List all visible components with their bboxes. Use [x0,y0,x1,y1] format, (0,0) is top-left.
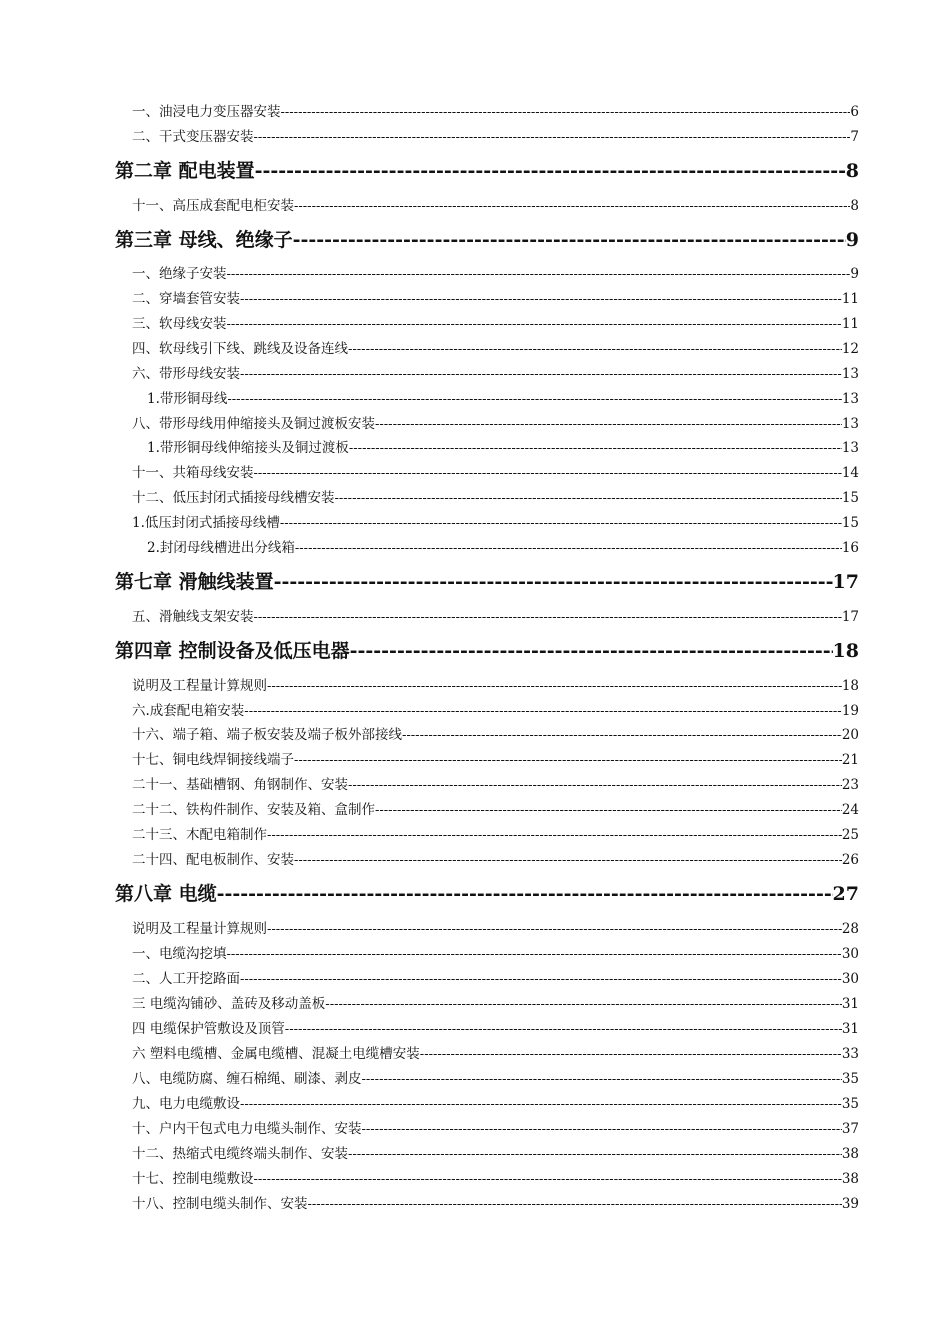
toc-page-number: 31 [841,996,859,1012]
toc-entry[interactable] [132,920,859,939]
toc-entry-title: 十八、控制电缆头制作、安装 [132,1196,308,1212]
toc-entry-title: 二十二、铁构件制作、安装及箱、盒制作 [132,802,375,818]
toc-entry-title: 2.封闭母线槽进出分线箱 [147,540,295,556]
toc-entry[interactable] [132,290,859,309]
toc-entry[interactable] [132,265,859,284]
toc-entry[interactable] [132,489,859,508]
toc-dot-leader [362,1121,842,1139]
toc-entry[interactable] [132,1145,859,1164]
toc-entry-title: 一、电缆沟挖填 [132,946,227,962]
toc-dot-leader [350,639,833,663]
toc-page-number: 8 [850,198,859,214]
toc-entry-title: 十一、共箱母线安装 [132,465,254,481]
toc-entry-title: 二十四、配电板制作、安装 [132,852,294,868]
toc-entry[interactable] [132,103,859,122]
toc-page-number: 21 [841,752,859,768]
toc-page-number: 9 [845,229,859,251]
toc-chapter-heading[interactable] [115,882,859,906]
toc-page-number: 24 [841,802,859,818]
toc-entry-title: 一、油浸电力变压器安装 [132,104,281,120]
toc-entry-title: 第七章 滑触线装置 [115,571,274,593]
toc-entry-title: 五、滑触线支架安装 [132,609,254,625]
toc-page-number: 16 [841,540,859,556]
toc-dot-leader [227,946,842,964]
toc-entry[interactable] [132,1170,859,1189]
toc-entry[interactable] [132,365,859,384]
toc-page-number: 31 [841,1021,859,1037]
toc-entry[interactable] [132,1070,859,1089]
toc-page-number: 11 [841,291,859,307]
toc-page-number: 9 [850,266,859,282]
toc-dot-leader [349,440,842,458]
toc-dot-leader [335,490,842,508]
toc-entry[interactable] [132,702,859,721]
toc-page-number: 18 [841,678,859,694]
toc-page-number: 30 [841,971,859,987]
toc-entry-title: 第四章 控制设备及低压电器 [115,640,350,662]
toc-dot-leader [240,1096,842,1114]
toc-dot-leader [240,971,842,989]
toc-page-number: 7 [850,129,859,145]
toc-entry[interactable] [132,1020,859,1039]
toc-entry[interactable] [147,390,859,409]
toc-dot-leader [254,1171,842,1189]
toc-entry[interactable] [132,851,859,870]
toc-entry[interactable] [132,945,859,964]
toc-entry[interactable] [132,801,859,820]
toc-entry-title: 十七、铜电线焊铜接线端子 [132,752,294,768]
toc-page-number: 8 [845,160,859,182]
toc-page-number: 33 [841,1046,859,1062]
toc-entry[interactable] [132,1095,859,1114]
toc-page-number: 25 [841,827,859,843]
toc-entry-title: 四、软母线引下线、跳线及设备连线 [132,341,348,357]
toc-entry-title: 十二、热缩式电缆终端头制作、安装 [132,1146,348,1162]
toc-dot-leader [244,703,842,721]
toc-page-number: 35 [841,1096,859,1112]
toc-entry[interactable] [132,415,859,434]
toc-page-number: 27 [832,883,859,905]
toc-entry[interactable] [132,128,859,147]
toc-entry[interactable] [132,826,859,845]
toc-dot-leader [227,316,842,334]
toc-page-number: 11 [841,316,859,332]
toc-dot-leader [348,777,842,795]
toc-chapter-heading[interactable] [115,159,859,183]
toc-entry-title: 说明及工程量计算规则 [132,678,267,694]
toc-entry[interactable] [132,608,859,627]
toc-entry-title: 十一、高压成套配电柜安装 [132,198,294,214]
toc-dot-leader [348,341,842,359]
toc-dot-leader [217,882,833,906]
toc-page-number: 17 [832,571,859,593]
toc-page-number: 19 [841,703,859,719]
toc-entry[interactable] [132,751,859,770]
toc-page-number: 20 [841,727,859,743]
toc-dot-leader [255,159,846,183]
toc-entry-title: 第三章 母线、绝缘子 [115,229,293,251]
toc-dot-leader [362,1071,842,1089]
toc-dot-leader [267,921,842,939]
toc-entry[interactable] [132,464,859,483]
toc-chapter-heading[interactable] [115,570,859,594]
toc-dot-leader [294,752,842,770]
toc-dot-leader [280,515,842,533]
toc-dot-leader [281,104,851,122]
toc-dot-leader [375,802,842,820]
toc-entry[interactable] [132,340,859,359]
toc-entry[interactable] [132,726,859,745]
toc-dot-leader [254,129,851,147]
toc-entry-title: 三 电缆沟铺砂、盖砖及移动盖板 [132,996,326,1012]
toc-entry-title: 十、户内干包式电力电缆头制作、安装 [132,1121,362,1137]
toc-page-number: 15 [841,515,859,531]
toc-entry[interactable] [132,677,859,696]
toc-entry-title: 说明及工程量计算规则 [132,921,267,937]
toc-entry[interactable] [132,197,859,216]
toc-entry-title: 二、穿墙套管安装 [132,291,240,307]
toc-entry-title: 二十一、基础槽钢、角钢制作、安装 [132,777,348,793]
toc-page-number: 13 [841,416,859,432]
toc-entry-title: 六 塑料电缆槽、金属电缆槽、混凝土电缆槽安装 [132,1046,420,1062]
toc-chapter-heading[interactable] [115,639,859,663]
toc-dot-leader [267,678,842,696]
toc-entry-title: 二、干式变压器安装 [132,129,254,145]
toc-entry-title: 二、人工开挖路面 [132,971,240,987]
toc-entry[interactable] [132,1120,859,1139]
toc-page-number: 17 [841,609,859,625]
toc-entry[interactable] [132,315,859,334]
toc-dot-leader [402,727,842,745]
toc-dot-leader [420,1046,842,1064]
toc-entry-title: 1.低压封闭式插接母线槽 [132,515,280,531]
toc-dot-leader [308,1196,842,1214]
toc-page-number: 23 [841,777,859,793]
toc-page-number: 30 [841,946,859,962]
toc-entry-title: 第二章 配电装置 [115,160,255,182]
toc-entry-title: 一、绝缘子安装 [132,266,227,282]
toc-entry-title: 九、电力电缆敷设 [132,1096,240,1112]
toc-dot-leader [375,416,842,434]
toc-dot-leader [240,366,842,384]
toc-entry[interactable] [132,995,859,1014]
toc-dot-leader [254,609,842,627]
toc-page-number: 18 [832,640,859,662]
toc-entry-title: 六、带形母线安装 [132,366,240,382]
toc-entry-title: 八、电缆防腐、缠石棉绳、刷漆、剥皮 [132,1071,362,1087]
toc-page-number: 13 [841,440,859,456]
toc-entry-title: 六.成套配电箱安装 [132,703,245,719]
toc-page-number: 38 [841,1171,859,1187]
toc-page-number: 37 [841,1121,859,1137]
toc-page-number: 39 [841,1196,859,1212]
toc-dot-leader [348,1146,842,1164]
toc-dot-leader [294,198,850,216]
toc-dot-leader [267,827,842,845]
toc-dot-leader [295,540,842,558]
toc-page-number: 13 [841,391,859,407]
toc-entry[interactable] [132,1045,859,1064]
toc-dot-leader [285,1021,842,1039]
toc-entry-title: 第八章 电缆 [115,883,217,905]
toc-dot-leader [274,570,833,594]
toc-dot-leader [325,996,842,1014]
toc-entry[interactable] [132,776,859,795]
toc-dot-leader [227,266,851,284]
toc-entry[interactable] [132,970,859,989]
toc-page-number: 15 [841,490,859,506]
toc-entry-title: 二十三、木配电箱制作 [132,827,267,843]
toc-entry[interactable] [147,439,859,458]
toc-page-number: 14 [841,465,859,481]
toc-entry-title: 十六、端子箱、端子板安装及端子板外部接线 [132,727,402,743]
toc-entry[interactable] [132,1195,859,1214]
toc-entry-title: 八、带形母线用伸缩接头及铜过渡板安装 [132,416,375,432]
toc-entry-title: 三、软母线安装 [132,316,227,332]
toc-page-number: 35 [841,1071,859,1087]
toc-dot-leader [240,291,842,309]
toc-dot-leader [293,228,846,252]
toc-page-number: 26 [841,852,859,868]
toc-entry-title: 1.带形铜母线伸缩接头及铜过渡板 [147,440,349,456]
toc-chapter-heading[interactable] [115,228,859,252]
toc-dot-leader [294,852,842,870]
toc-entry-title: 十七、控制电缆敷设 [132,1171,254,1187]
toc-page-number: 38 [841,1146,859,1162]
toc-entry-title: 十二、低压封闭式插接母线槽安装 [132,490,335,506]
toc-page-number: 6 [850,104,859,120]
toc-entry-title: 四 电缆保护管敷设及顶管 [132,1021,285,1037]
toc-page-number: 13 [841,366,859,382]
toc-entry-title: 1.带形铜母线 [147,391,228,407]
toc-dot-leader [227,391,841,409]
toc-page-number: 28 [841,921,859,937]
toc-entry[interactable] [147,539,859,558]
toc-entry[interactable] [132,514,859,533]
toc-dot-leader [254,465,842,483]
toc-page-number: 12 [841,341,859,357]
